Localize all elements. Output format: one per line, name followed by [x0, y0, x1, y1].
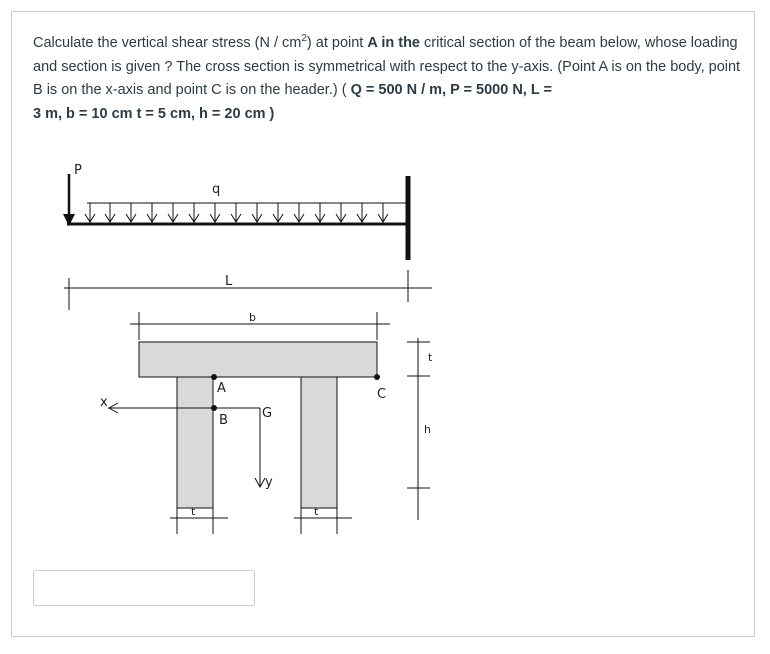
- dim-b-line: [130, 312, 390, 340]
- section-web-left: [177, 377, 213, 508]
- dim-t-right-label: t: [314, 505, 319, 518]
- point-B-label: B: [219, 413, 228, 428]
- beam-diagram: [63, 174, 432, 310]
- distributed-load-arrows: [85, 203, 388, 222]
- beam-figure: [52, 152, 452, 537]
- point-C-marker: [374, 374, 380, 380]
- point-A-label: A: [217, 381, 226, 396]
- axis-y-label: y: [265, 475, 273, 490]
- point-G-label: G: [262, 406, 273, 421]
- point-A-marker: [211, 374, 217, 380]
- load-q-label: q: [212, 182, 221, 197]
- section-flange: [139, 342, 377, 377]
- axis-x-label: x: [100, 395, 108, 410]
- question-text: Calculate the vertical shear stress $(N / cm^2)$ at point A in the critical section of the beam below, whose loading and section is given ? The cross section is symmetrical with respect to the y-axis. (Point A is on the body, point B is on the x-axis and point C is on the header.) ( Q = 500 N / m, P = 5000 N, L = 3 m, b = 10 cm t = 5 cm, h = 20 cm ): [33, 33, 741, 122]
- cross-section: [108, 312, 430, 534]
- question-card: [11, 11, 755, 637]
- dim-t-left-label: t: [191, 505, 196, 518]
- dim-h-label: h: [424, 423, 431, 436]
- section-web-right: [301, 377, 337, 508]
- dim-b-label: b: [249, 311, 256, 324]
- answer-input[interactable]: [33, 570, 255, 606]
- dim-t-flange-label: t: [428, 351, 433, 364]
- span-L-label: L: [225, 274, 233, 289]
- point-B-marker: [211, 405, 217, 411]
- load-P-label: P: [74, 163, 82, 178]
- point-C-label: C: [377, 387, 387, 402]
